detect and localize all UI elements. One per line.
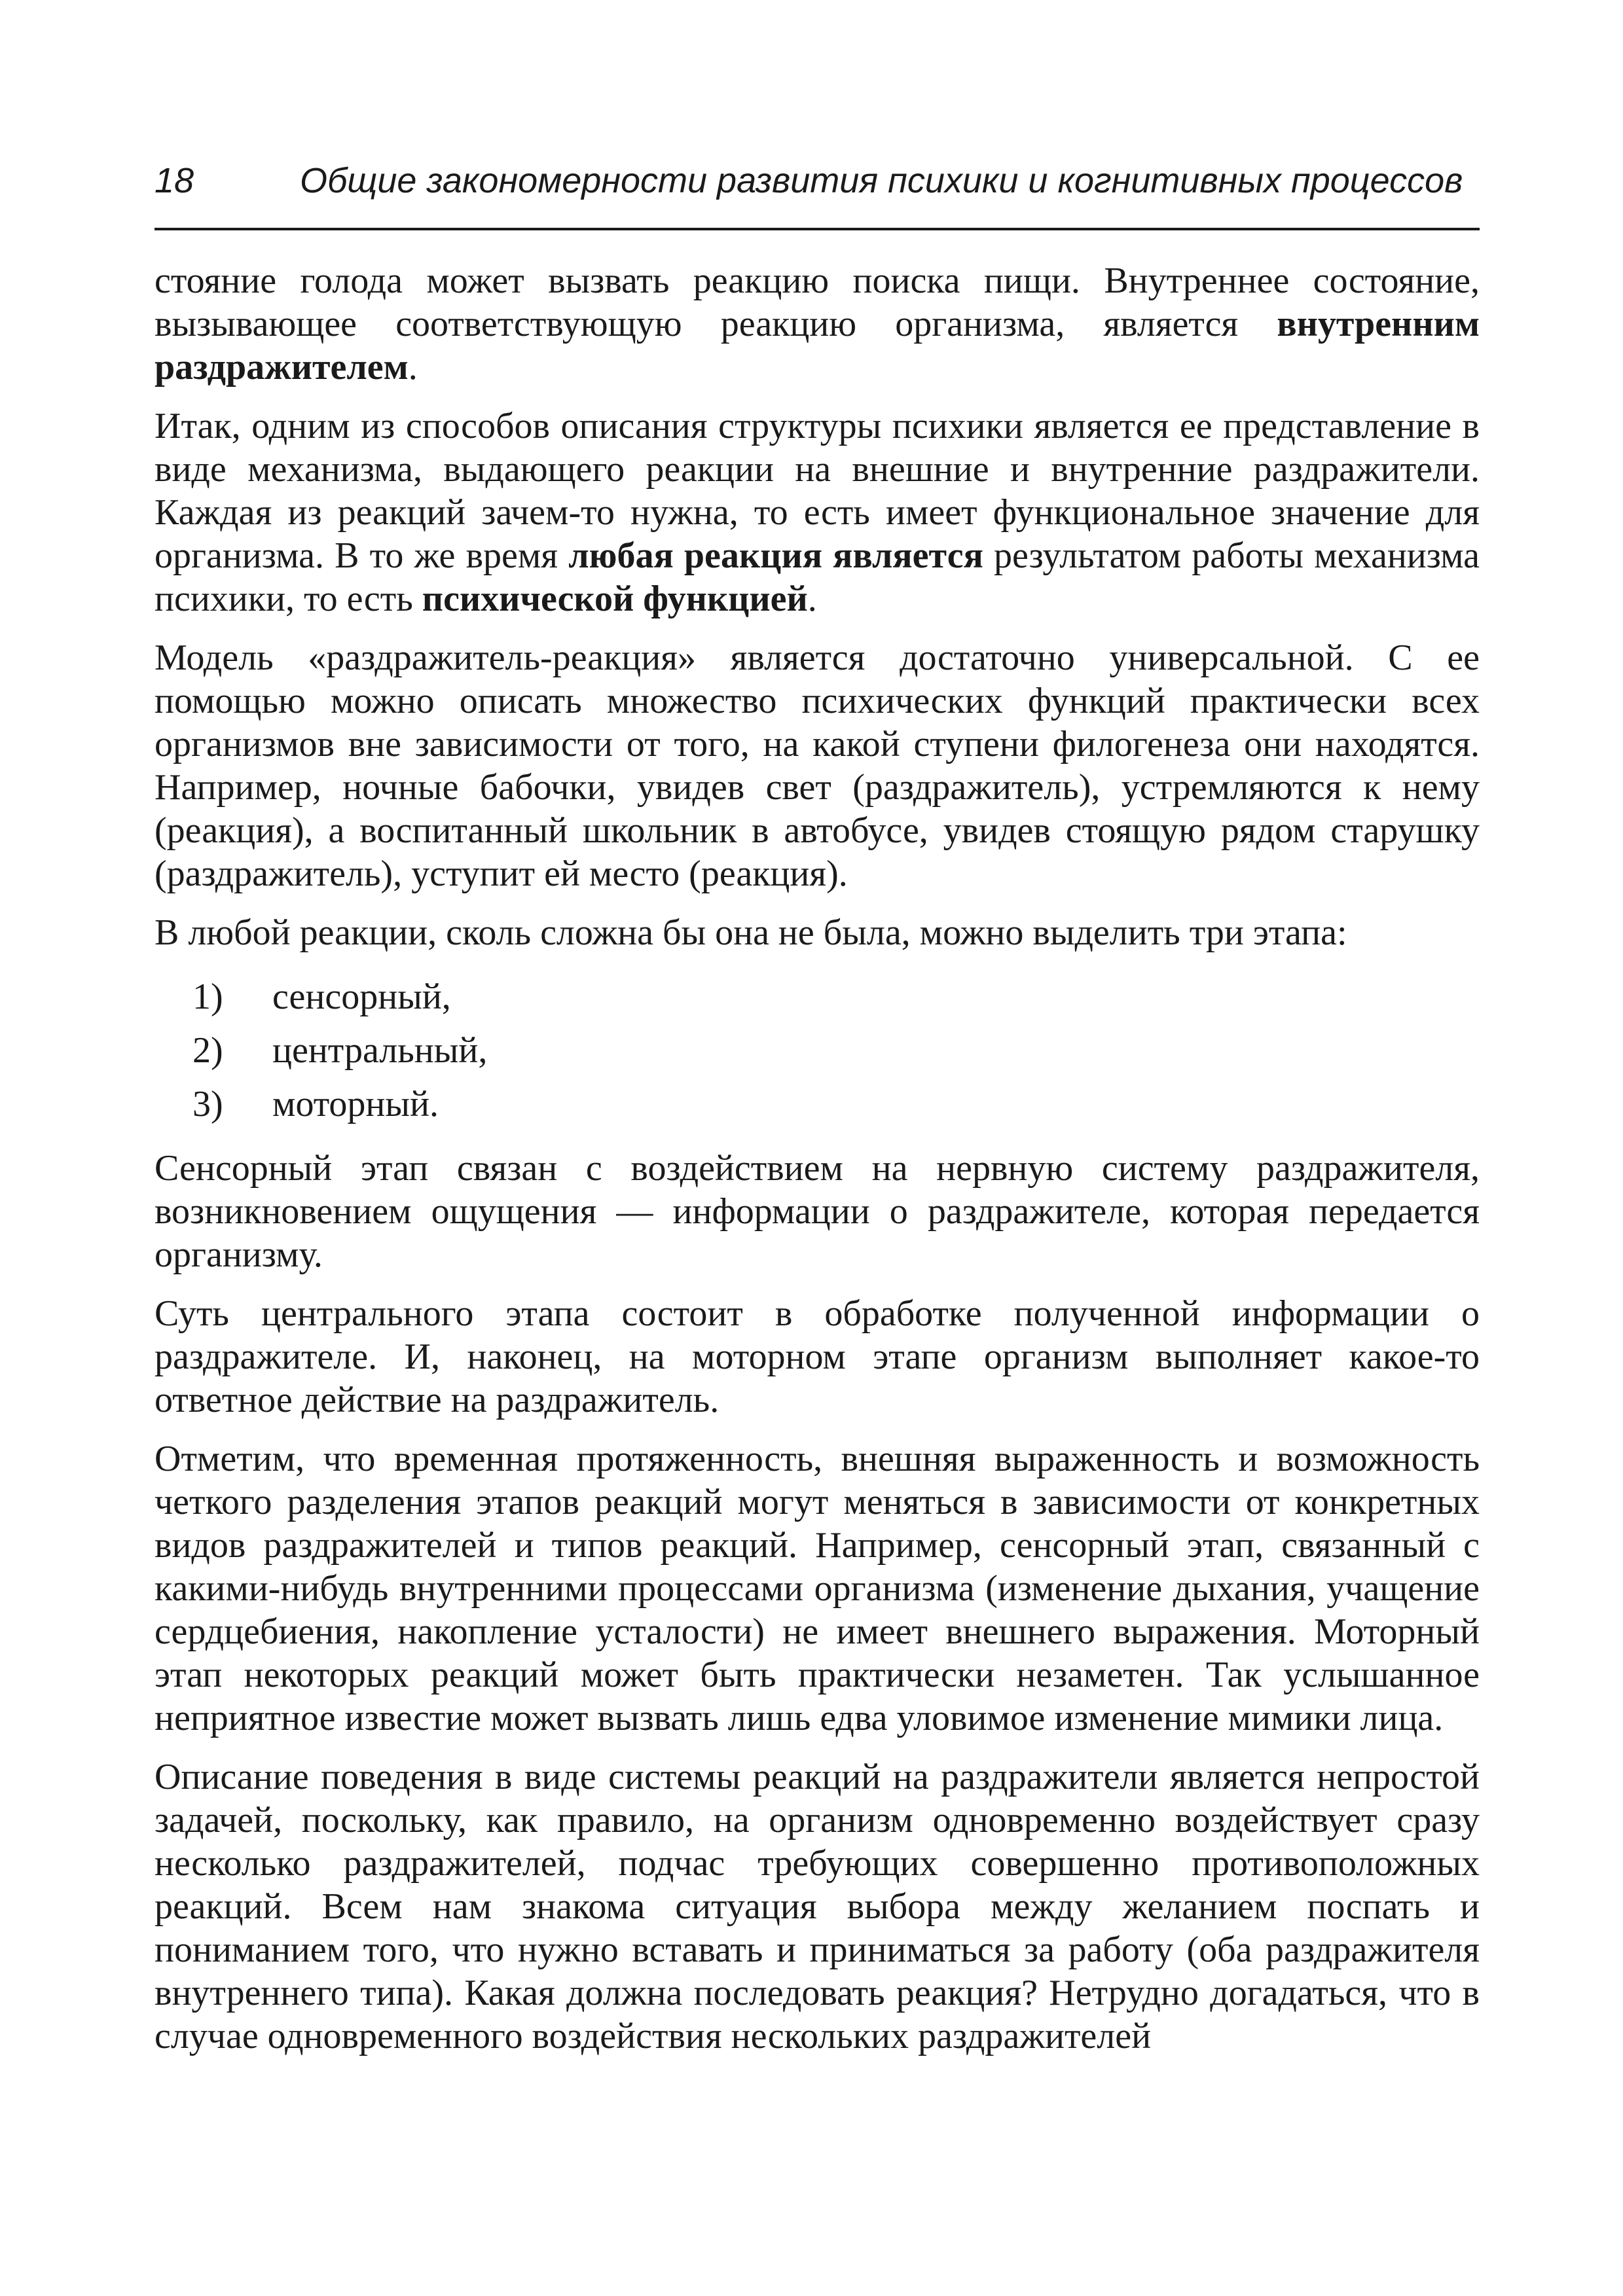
- paragraph-1-text-b: .: [408, 347, 418, 387]
- term-psychic-function: психической функцией: [422, 579, 808, 619]
- paragraph-2-text-c: .: [807, 579, 817, 619]
- list-item-label: сенсорный,: [272, 977, 451, 1017]
- paragraph-1-text-a: стояние голода может вызвать реакцию поиска пищи. Внутреннее состояние, вызывающее соответствующую реакцию организма, является: [155, 260, 1480, 344]
- list-item: [155, 1024, 1480, 1077]
- list-item-number: 1): [192, 977, 223, 1017]
- term-any-reaction: любая реакция является: [568, 535, 983, 576]
- paragraph-2-text-a: Итак, одним из способов описания структуры психики является ее представление в виде механизма, выдающего реакции на внешние и внутренние раздражители. Каждая из реакций зачем-то нужна, то есть имеет функциональное значение для организма. В то же время: [155, 406, 1480, 576]
- paragraph-2: [155, 404, 1480, 620]
- paragraph-5: Сенсорный этап связан с воздействием на нервную систему раздражителя, возникновением ощущения — информации о раздражителе, которая передается организму.: [155, 1148, 1480, 1275]
- list-item-number: 3): [192, 1084, 223, 1124]
- paragraph-2-text-b: результатом работы механизма психики, то есть: [155, 535, 1480, 619]
- paragraph-1: [155, 259, 1480, 389]
- page-body: [155, 259, 1480, 2073]
- paragraph-3: Модель «раздражитель-реакция» является достаточно универсальной. С ее помощью можно описать множество психических функций практически всех организмов вне зависимости от того, на какой ступени филогенеза они находятся. Например, ночные бабочки, увидев свет (раздражитель), устремляются к нему (реакция), а воспитанный школьник в автобусе, увидев стоящую рядом старушку (раздражитель), уступит ей место (реакция).: [155, 637, 1480, 894]
- list-item-label: моторный.: [272, 1084, 439, 1124]
- list-item: [155, 1077, 1480, 1131]
- page-header: [155, 154, 1480, 213]
- list-item-label: центральный,: [272, 1030, 488, 1071]
- paragraph-8: Описание поведения в виде системы реакций на раздражители является непростой задачей, поскольку, как правило, на организм одновременно воздействует сразу несколько раздражителей, подчас требующих совершенно противоположных реакций. Всем нам знакома ситуация выбора между желанием поспать и пониманием того, что нужно вставать и приниматься за работу (оба раздражителя внутреннего типа). Какая должна последовать реакция? Нетрудно догадаться, что в случае одновременного воздействия нескольких раздражителей: [155, 1757, 1480, 2056]
- header-divider: [155, 228, 1480, 230]
- stages-list: [155, 970, 1480, 1131]
- paragraph-6: Суть центрального этапа состоит в обработке полученной информации о раздражителе. И, наконец, на моторном этапе организм выполняет какое-то ответное действие на раздражитель.: [155, 1293, 1480, 1420]
- paragraph-7: Отметим, что временная протяженность, внешняя выраженность и возможность четкого разделения этапов реакций могут меняться в зависимости от конкретных видов раздражителей и типов реакций. Например, сенсорный этап, связанный с какими-нибудь внутренними процессами организма (изменение дыхания, учащение сердцебиения, накопление усталости) не имеет внешнего выражения. Моторный этап некоторых реакций может быть практически незаметен. Так услышанное неприятное известие может вызвать лишь едва уловимое изменение мимики лица.: [155, 1439, 1480, 1738]
- page-number: 18: [155, 161, 194, 200]
- term-internal-stimulus: внутренним раздражителем: [155, 304, 1480, 387]
- paragraph-4: В любой реакции, сколь сложна бы она не была, можно выделить три этапа:: [155, 912, 1347, 953]
- list-item-number: 2): [192, 1030, 223, 1071]
- list-item: [155, 970, 1480, 1024]
- running-title: Общие закономерности развития психики и когнитивных процессов: [300, 161, 1463, 200]
